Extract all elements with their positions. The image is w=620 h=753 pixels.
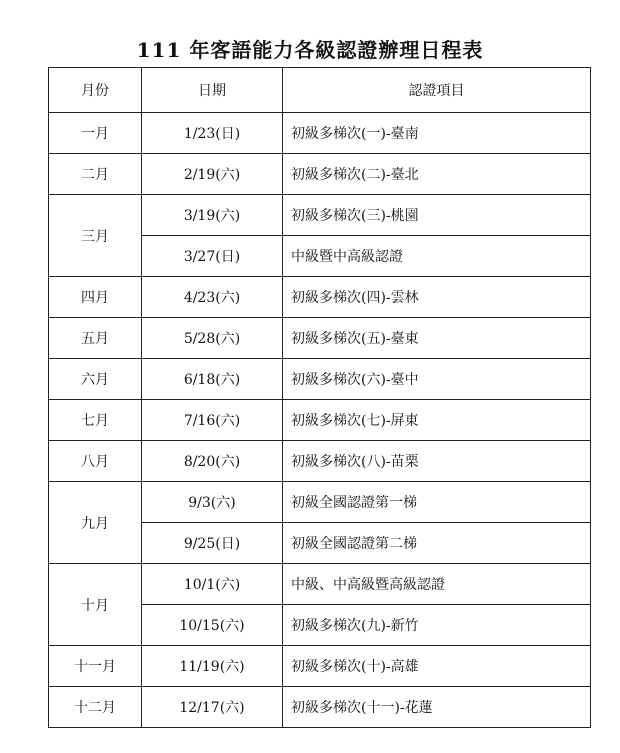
- header-row: [49, 68, 591, 113]
- item-cell: 中級、中高級暨高級認證: [283, 564, 591, 605]
- item-cell: 初級多梯次(八)-苗栗: [283, 441, 591, 482]
- header-item: 認證項目: [283, 68, 591, 113]
- item-cell: 初級全國認證第一梯: [283, 482, 591, 523]
- table-row: [49, 646, 591, 687]
- month-cell: 十二月: [49, 687, 142, 728]
- month-cell: 十一月: [49, 646, 142, 687]
- item-cell: 初級多梯次(一)-臺南: [283, 113, 591, 154]
- month-cell: 四月: [49, 277, 142, 318]
- date-cell: 7/16(六): [142, 400, 283, 441]
- month-cell: 八月: [49, 441, 142, 482]
- table-row: [49, 687, 591, 728]
- table-row: [49, 113, 591, 154]
- header-date: 日期: [142, 68, 283, 113]
- month-cell: 二月: [49, 154, 142, 195]
- item-cell: 中級暨中高級認證: [283, 236, 591, 277]
- month-cell: 五月: [49, 318, 142, 359]
- item-cell: 初級全國認證第二梯: [283, 523, 591, 564]
- item-cell: 初級多梯次(五)-臺東: [283, 318, 591, 359]
- date-cell: 9/25(日): [142, 523, 283, 564]
- month-cell: 三月: [49, 195, 142, 277]
- table-row: [49, 154, 591, 195]
- page-title: 111 年客語能力各級認證辦理日程表: [136, 38, 484, 62]
- month-cell: 六月: [49, 359, 142, 400]
- table-row: [49, 359, 591, 400]
- date-cell: 2/19(六): [142, 154, 283, 195]
- item-cell: 初級多梯次(四)-雲林: [283, 277, 591, 318]
- date-cell: 4/23(六): [142, 277, 283, 318]
- month-cell: 一月: [49, 113, 142, 154]
- date-cell: 9/3(六): [142, 482, 283, 523]
- table-row: [49, 318, 591, 359]
- schedule-body: [49, 113, 591, 728]
- date-cell: 6/18(六): [142, 359, 283, 400]
- item-cell: 初級多梯次(二)-臺北: [283, 154, 591, 195]
- table-row: [49, 564, 591, 605]
- header-month: 月份: [49, 68, 142, 113]
- month-cell: 九月: [49, 482, 142, 564]
- table-row: [49, 195, 591, 236]
- date-cell: 11/19(六): [142, 646, 283, 687]
- item-cell: 初級多梯次(七)-屏東: [283, 400, 591, 441]
- month-cell: 十月: [49, 564, 142, 646]
- item-cell: 初級多梯次(三)-桃園: [283, 195, 591, 236]
- table-row: [49, 482, 591, 523]
- month-cell: 七月: [49, 400, 142, 441]
- date-cell: 12/17(六): [142, 687, 283, 728]
- schedule-table: [48, 67, 591, 728]
- date-cell: 8/20(六): [142, 441, 283, 482]
- item-cell: 初級多梯次(六)-臺中: [283, 359, 591, 400]
- date-cell: 3/19(六): [142, 195, 283, 236]
- date-cell: 3/27(日): [142, 236, 283, 277]
- date-cell: 10/15(六): [142, 605, 283, 646]
- table-row: [49, 441, 591, 482]
- item-cell: 初級多梯次(十)-高雄: [283, 646, 591, 687]
- date-cell: 5/28(六): [142, 318, 283, 359]
- item-cell: 初級多梯次(十一)-花蓮: [283, 687, 591, 728]
- date-cell: 10/1(六): [142, 564, 283, 605]
- table-row: [49, 400, 591, 441]
- table-row: [49, 277, 591, 318]
- date-cell: 1/23(日): [142, 113, 283, 154]
- item-cell: 初級多梯次(九)-新竹: [283, 605, 591, 646]
